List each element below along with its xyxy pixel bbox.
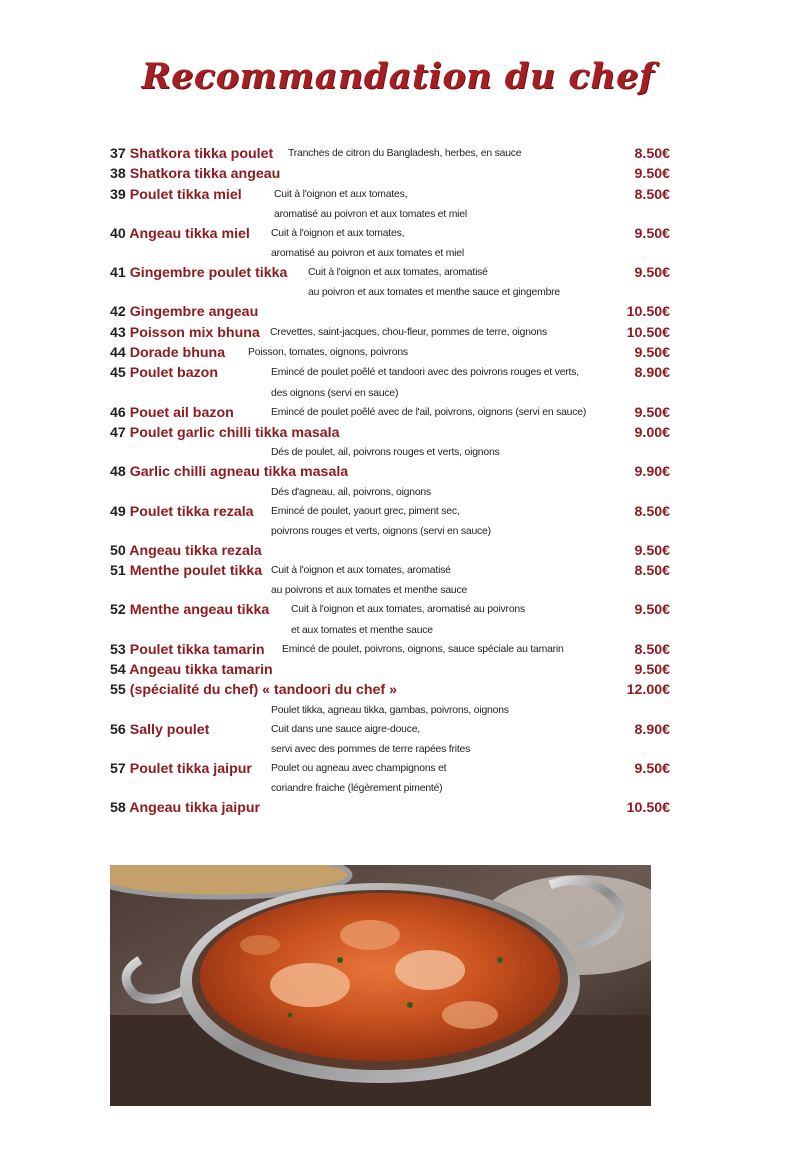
menu-item	[110, 323, 670, 343]
item-description: poivrons rouges et verts, oignons (servi en sauce)	[271, 525, 491, 537]
menu-item-desc-line	[110, 740, 670, 759]
menu-item	[110, 502, 670, 522]
item-name: Shatkora tikka angeau	[129, 166, 281, 183]
page-title: Recommandation du chef	[141, 56, 655, 97]
item-description: Cuit à l'oignon et aux tomates, aromatisé	[308, 267, 488, 279]
item-description: Emincé de poulet poêlé et tandoori avec des poivrons rouges et verts,	[271, 367, 579, 379]
item-name: Poulet tikka miel	[129, 186, 242, 203]
item-name: Menthe angeau tikka	[129, 602, 270, 619]
item-name: Angeau tikka jaipur	[129, 800, 261, 817]
item-price: 9.50€	[634, 404, 670, 421]
item-number: 48	[110, 464, 130, 481]
item-description: aromatisé au poivron et aux tomates et miel	[274, 208, 467, 220]
item-description: Poisson, tomates, oignons, poivrons	[248, 347, 408, 359]
item-description: Cuit à l'oignon et aux tomates,	[274, 188, 408, 200]
item-description: Tranches de citron du Bangladesh, herbes, en sauce	[288, 148, 522, 159]
item-number: 41	[110, 265, 130, 282]
item-number: 51	[110, 563, 130, 580]
item-name: Menthe poulet tikka	[129, 563, 263, 580]
item-number: 55	[110, 682, 130, 699]
item-name: Poulet garlic chilli tikka masala	[129, 424, 340, 441]
item-name: Poulet tikka rezala	[129, 503, 254, 520]
menu-item	[110, 798, 670, 818]
item-price: 9.50€	[634, 662, 670, 679]
item-description: Cuit dans une sauce aigre-douce,	[271, 723, 420, 735]
curry-dish-photo	[110, 865, 651, 1106]
item-name: Dorade bhuna	[129, 345, 226, 362]
item-name: Angeau tikka tamarin	[129, 662, 273, 679]
item-price: 9.50€	[634, 602, 670, 619]
menu-item	[110, 561, 670, 581]
item-number: 56	[110, 721, 130, 738]
item-price: 12.00€	[626, 682, 670, 699]
item-name: Sally poulet	[129, 721, 210, 738]
item-number: 38	[110, 166, 130, 183]
menu-item-desc-line	[110, 205, 670, 224]
menu-item-desc-line	[110, 581, 670, 600]
menu-item	[110, 600, 670, 620]
menu-item-desc-line	[110, 483, 670, 502]
item-number: 58	[110, 800, 130, 817]
item-description: Emincé de poulet poêlé avec de l'ail, poivrons, oignons (servi en sauce)	[271, 406, 587, 418]
menu-item	[110, 185, 670, 205]
menu-item-desc-line	[110, 779, 670, 798]
item-description: au poivrons et aux tomates et menthe sauce	[271, 585, 468, 597]
menu-item	[110, 660, 670, 680]
menu-item-desc-line	[110, 384, 670, 403]
item-number: 40	[110, 225, 130, 242]
item-number: 47	[110, 424, 130, 441]
item-price: 9.50€	[634, 265, 670, 282]
item-price: 9.50€	[634, 542, 670, 559]
item-price: 8.90€	[634, 721, 670, 738]
item-number: 42	[110, 304, 130, 321]
item-name: Angeau tikka rezala	[129, 542, 262, 559]
item-name: Angeau tikka miel	[129, 225, 250, 242]
item-description: Emincé de poulet, yaourt grec, piment sec,	[271, 505, 460, 517]
item-price: 10.50€	[626, 304, 670, 321]
menu-item-desc-line	[110, 621, 670, 640]
item-description: Poulet ou agneau avec champignons et	[271, 762, 447, 774]
menu-item	[110, 363, 670, 383]
menu-item	[110, 640, 670, 660]
item-number: 52	[110, 602, 130, 619]
menu-item	[110, 164, 670, 184]
item-price: 8.90€	[634, 365, 670, 382]
item-price: 9.90€	[634, 464, 670, 481]
item-name: Poulet bazon	[129, 365, 219, 382]
item-description: Dés d'agneau, ail, poivrons, oignons	[271, 486, 431, 498]
item-description: et aux tomates et menthe sauce	[291, 624, 433, 636]
item-number: 50	[110, 542, 130, 559]
item-name: Garlic chilli agneau tikka masala	[129, 464, 349, 481]
menu-item	[110, 541, 670, 561]
item-number: 43	[110, 324, 130, 341]
item-name: Gingembre poulet tikka	[129, 265, 288, 282]
item-number: 37	[110, 146, 130, 162]
menu-item	[110, 680, 670, 700]
item-description: Cuit à l'oignon et aux tomates, aromatisé au poivrons	[291, 604, 525, 616]
item-number: 39	[110, 186, 130, 203]
item-price: 8.50€	[634, 186, 670, 203]
item-name: Shatkora tikka poulet	[129, 146, 274, 162]
menu-item-desc-line	[110, 443, 670, 462]
item-name: Poulet tikka jaipur	[129, 760, 252, 777]
item-price: 10.50€	[626, 324, 670, 341]
menu-item-desc-line	[110, 701, 670, 720]
item-price: 9.50€	[634, 760, 670, 777]
item-price: 9.50€	[634, 345, 670, 362]
item-description: Cuit à l'oignon et aux tomates,	[271, 227, 405, 239]
item-price: 9.50€	[634, 166, 670, 183]
item-description: servi avec des pommes de terre rapées frites	[271, 743, 471, 755]
menu-item	[110, 302, 670, 322]
item-name: Gingembre angeau	[129, 304, 259, 321]
menu-item	[110, 462, 670, 482]
item-price: 10.50€	[626, 800, 670, 817]
curry-dish-image	[110, 865, 651, 1106]
menu-item	[110, 423, 670, 443]
item-number: 49	[110, 503, 130, 520]
item-price: 9.50€	[634, 225, 670, 242]
menu-list	[110, 144, 670, 819]
item-name: Poisson mix bhuna	[129, 324, 260, 341]
item-price: 8.50€	[634, 503, 670, 520]
item-description: coriandre fraiche (légèrement pimenté)	[271, 783, 443, 795]
item-price: 8.50€	[634, 641, 670, 658]
item-number: 44	[110, 345, 130, 362]
item-description: aromatisé au poivron et aux tomates et miel	[271, 248, 464, 260]
item-price: 8.50€	[634, 563, 670, 580]
item-description: Dés de poulet, ail, poivrons rouges et verts, oignons	[271, 447, 500, 459]
menu-item	[110, 144, 670, 164]
menu-item	[110, 403, 670, 423]
menu-item-desc-line	[110, 283, 670, 302]
item-number: 46	[110, 404, 130, 421]
item-number: 53	[110, 641, 130, 658]
item-description: Poulet tikka, agneau tikka, gambas, poivrons, oignons	[271, 704, 509, 716]
item-number: 54	[110, 662, 130, 679]
menu-item-desc-line	[110, 522, 670, 541]
item-description: au poivron et aux tomates et menthe sauce et gingembre	[308, 287, 561, 299]
menu-item	[110, 720, 670, 740]
menu-item	[110, 343, 670, 363]
menu-item-desc-line	[110, 244, 670, 263]
item-name: Poulet tikka tamarin	[129, 641, 265, 658]
item-description: Emincé de poulet, poivrons, oignons, sauce spéciale au tamarin	[282, 643, 564, 655]
item-name: (spécialité du chef) « tandoori du chef »	[129, 682, 397, 699]
item-price: 9.00€	[634, 424, 670, 441]
item-price: 8.50€	[634, 146, 670, 162]
menu-item	[110, 263, 670, 283]
menu-item	[110, 759, 670, 779]
item-description: des oignons (servi en sauce)	[271, 387, 399, 399]
item-number: 45	[110, 365, 130, 382]
item-name: Pouet ail bazon	[129, 404, 234, 421]
item-description: Crevettes, saint-jacques, chou-fleur, pommes de terre, oignons	[270, 326, 547, 338]
menu-item	[110, 224, 670, 244]
item-number: 57	[110, 760, 130, 777]
item-description: Cuit à l'oignon et aux tomates, aromatisé	[271, 565, 451, 577]
